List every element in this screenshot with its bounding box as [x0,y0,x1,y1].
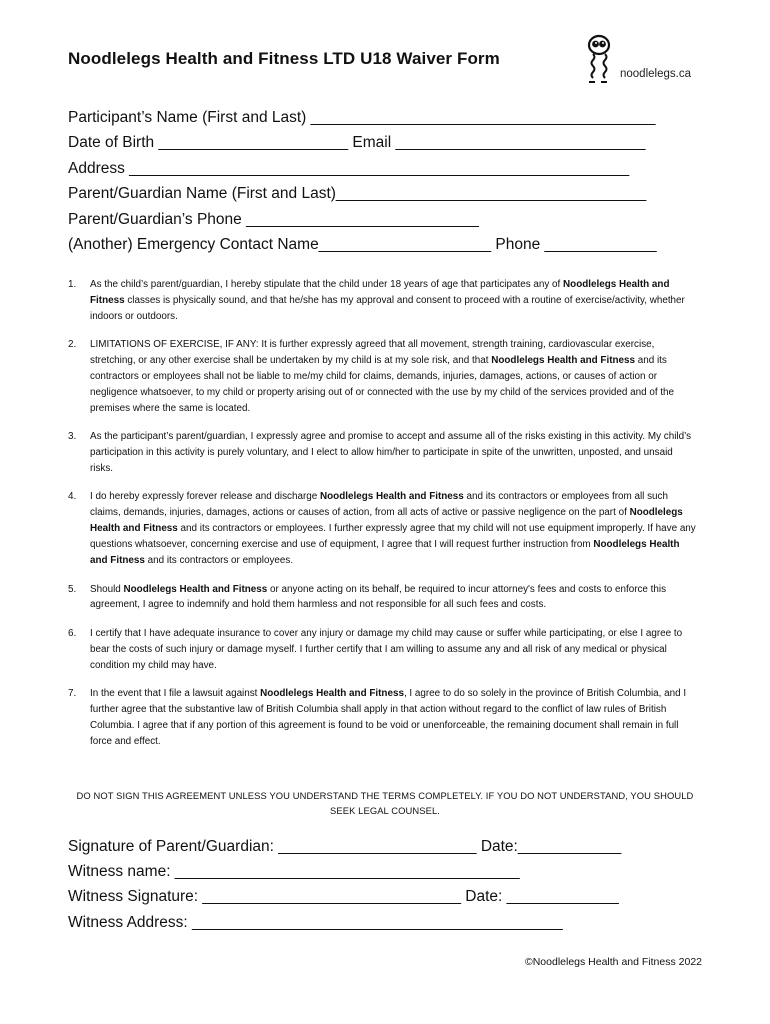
witness-name-field[interactable]: Witness name: ________________________________________ [68,863,520,881]
clause-6 [68,626,700,674]
clause-text: As the participant’s parent/guardian, I expressly agree and promise to accept and assume all of the risks existing in this activity. My child’s participation in this activity is purely voluntary, and I elect to allow him/her to participate in spite of the unwritten, unposted, and unsaid risks. [90,431,692,475]
clause-text: LIMITATIONS OF EXERCISE, IF ANY: It is further expressly agreed that all movement, strength training, cardiovascular exercise, stretching, or any other exercise shall be undertaken by my child is at my sole risk, and that Noodlelegs Health and Fitness and its contractors or employees shall not be liable to me/my child for claims, demands, injuries, damages, actions, or causes of action or negligence whatsoever, to my child or property arising out of or connected with the use by my child of the services provided and of the premises where the same is located. [90,339,675,414]
dob-email-field[interactable]: Date of Birth ______________________ Email _____________________________ [68,134,646,152]
clause-7 [68,686,700,750]
witness-signature-field[interactable]: Witness Signature: ______________________________ Date: _____________ [68,888,619,906]
clause-text: As the child’s parent/guardian, I hereby stipulate that the child under 18 years of age that participates any of Noodlelegs Health and Fitness classes is physically sound, and that he/she has my approval and consent to proceed with a routine of exercise/activity, whether indoors or outdoors. [90,279,685,322]
emergency-contact-field[interactable]: (Another) Emergency Contact Name____________________ Phone _____________ [68,235,657,253]
clause-text: I do hereby expressly forever release and discharge Noodlelegs Health and Fitness and its contractors or employees from all such claims, demands, injuries, damages, actions or causes of action, from all acts of active or passive negligence on the part of Noodlelegs Health and Fitness and its contractors or employees. I further expressly agree that my child will not use equipment improperly. If have any questions whatsoever, concerning exercise and use of equipment, I agree that I will request further instruction from Noodlelegs Health and Fitness and its contractors or employees. [90,491,696,567]
clause-4 [68,489,700,569]
clause-number: 5. [68,583,77,595]
participant-fields [68,105,708,257]
legal-notice: DO NOT SIGN THIS AGREEMENT UNLESS YOU UNDERSTAND THE TERMS COMPLETELY. IF YOU DO NOT UNDERSTAND, YOU SHOULD SEEK LEGAL COUNSEL. [76,790,694,816]
guardian-name-field[interactable]: Parent/Guardian Name (First and Last)____________________________________ [68,185,647,203]
waiver-clauses [68,277,700,762]
copyright-footer: ©Noodlelegs Health and Fitness 2022 [524,956,702,968]
address-field[interactable]: Address __________________________________________________________ [68,159,630,177]
guardian-phone-field[interactable]: Parent/Guardian’s Phone ___________________________ [68,210,479,228]
clause-2 [68,337,700,417]
guardian-signature-field[interactable]: Signature of Parent/Guardian: _______________________ Date:____________ [68,838,622,855]
participant-name-field[interactable]: Participant’s Name (First and Last) ________________________________________ [68,109,656,126]
logo-website-text: noodlelegs.ca [620,68,691,80]
signature-fields [68,834,708,935]
clause-number: 3. [68,431,77,443]
form-title: Noodlelegs Health and Fitness LTD U18 Waiver Form [68,49,500,68]
clause-number: 7. [68,688,77,700]
clause-number: 1. [68,279,77,290]
clause-5 [68,582,700,614]
clause-text: In the event that I file a lawsuit against Noodlelegs Health and Fitness, I agree to do so solely in the province of British Columbia, and I further agree that the substantive law of British Columbia shall apply in that action without regard to the conflict of law rules of British Columbia. I agree that if any portion of this agreement is found to be void or unenforceable, the remaining document shall remain in full force and effect. [90,688,687,747]
clause-text: I certify that I have adequate insurance to cover any injury or damage my child may cause or suffer while participating, or else I agree to bear the costs of such injury or damage myself. I further certify that I am willing to assume any and all risk of any medical or physical condition my child may have. [90,627,683,671]
clause-text: Should Noodlelegs Health and Fitness or anyone acting on its behalf, be required to incur attorney's fees and costs to enforce this agreement, I agree to indemnify and hold them harmless and not responsible for all such fees and costs. [90,583,667,611]
clause-number: 6. [68,627,77,639]
clause-3 [68,429,700,477]
clause-number: 4. [68,491,77,503]
witness-address-field[interactable]: Witness Address: ___________________________________________ [68,913,563,931]
clause-number: 2. [68,339,77,351]
clause-1 [68,277,700,325]
